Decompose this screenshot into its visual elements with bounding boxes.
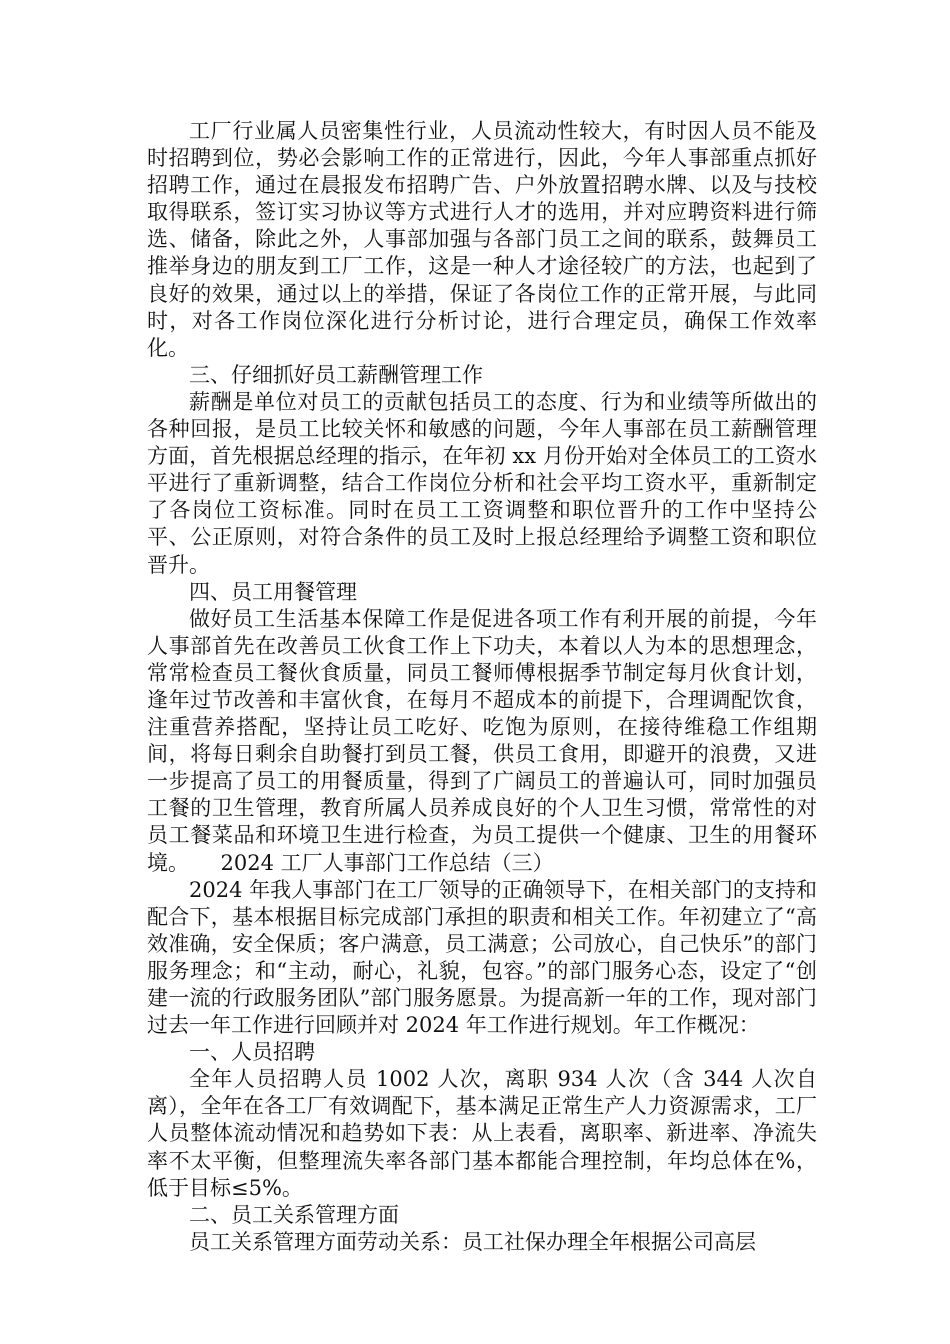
paragraph-salary: 薪酬是单位对员工的贡献包括员工的态度、行为和业绩等所做出的各种回报，是员工比较关怀和敏感的问题，今年人事部在员工薪酬管理方面，首先根据总经理的指示，在年初 xx 月份开始对全体员工的工资水平进行了重新调整，结合工作岗位分析和社会平均工资水平，重新制定了各岗位工资标准。同时在员工工资调整和职位晋升的工作中坚持公平、公正原则，对符合条件的员工及时上报总经理给予调整工资和职位晋升。 — [147, 389, 817, 577]
paragraph-recruitment-stats: 全年人员招聘人员 1002 人次，离职 934 人次（含 344 人次自离），全年在各工厂有效调配下，基本满足正常生产人力资源需求，工厂人员整体流动情况和趋势如下表：从上表看，离职率、新进率、净流失率不太平衡，但整理流失率各部门基本都能合理控制，年均总体在%，低于目标≤5%。 — [147, 1067, 817, 1200]
document-body — [147, 118, 817, 1256]
section-heading-recruitment: 一、人员招聘 — [189, 1040, 315, 1065]
section-heading-employee-relations: 二、员工关系管理方面 — [189, 1202, 399, 1227]
paragraph-dining: 做好员工生活基本保障工作是促进各项工作有利开展的前提，今年人事部首先在改善员工伙食工作上下功夫，本着以人为本的思想理念，常常检查员工餐伙食质量，同员工餐师傅根据季节制定每月伙食计划，逢年过节改善和丰富伙食，在每月不超成本的前提下，合理调配饮食，注重营养搭配，坚持让员工吃好、吃饱为原则，在接待维稳工作组期间，将每日剩余自助餐打到员工餐，供员工食用，即避开的浪费，又进一步提高了员工的用餐质量，得到了广阔员工的普遍认可，同时加强员工餐的卫生管理，教育所属人员养成良好的个人卫生习惯，常常性的对员工餐菜品和环境卫生进行检查，为员工提供一个健康、卫生的用餐环境。 2024 工厂人事部门工作总结（三） — [147, 606, 817, 875]
section-heading-dining: 四、员工用餐管理 — [189, 579, 357, 604]
section-heading-salary: 三、仔细抓好员工薪酬管理工作 — [189, 362, 483, 387]
paragraph-employee-relations: 员工关系管理方面劳动关系：员工社保办理全年根据公司高层 — [189, 1229, 756, 1254]
paragraph-recruitment-intro: 工厂行业属人员密集性行业，人员流动性较大，有时因人员不能及时招聘到位，势必会影响工作的正常进行，因此，今年人事部重点抓好招聘工作，通过在晨报发布招聘广告、户外放置招聘水牌、以及与技校取得联系，签订实习协议等方式进行人才的选用，并对应聘资料进行筛选、储备，除此之外，人事部加强与各部门员工之间的联系，鼓舞员工推举身边的朋友到工厂工作，这是一种人才途径较广的方法，也起到了良好的效果，通过以上的举措，保证了各岗位工作的正常开展，与此同时，对各工作岗位深化进行分析讨论，进行合理定员，确保工作效率化。 — [147, 119, 817, 360]
paragraph-annual-summary: 2024 年我人事部门在工厂领导的正确领导下，在相关部门的支持和配合下，基本根据目标完成部门承担的职责和相关工作。年初建立了“高效准确，安全保质；客户满意，员工满意；公司放心，自己快乐”的部门服务理念；和“主动，耐心，礼貌，包容。”的部门服务心态，设定了“创建一流的行政服务团队”部门服务愿景。为提高新一年的工作，现对部门过去一年工作进行回顾并对 2024 年工作进行规划。年工作概况： — [147, 877, 817, 1038]
